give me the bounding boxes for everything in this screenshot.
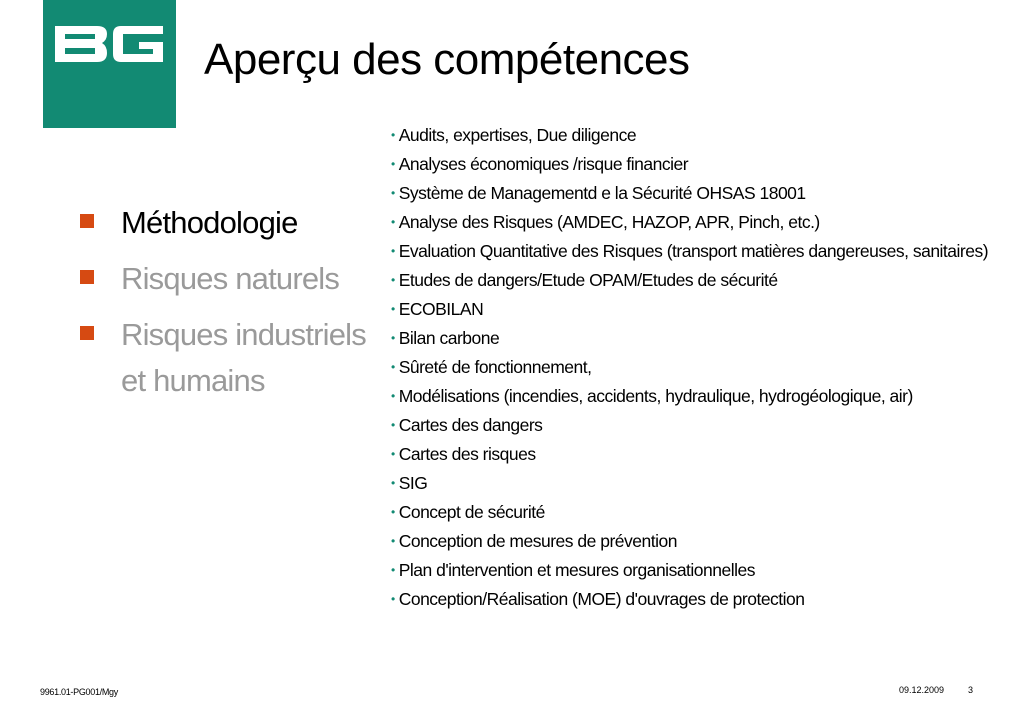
bullet-icon: • <box>391 505 395 519</box>
list-item <box>391 411 1023 440</box>
list-item <box>391 208 1023 237</box>
section-item-methodologie[interactable] <box>80 200 380 246</box>
section-item-risques-naturels[interactable] <box>80 256 380 302</box>
section-item-label: Méthodologie <box>121 205 298 240</box>
square-bullet-icon <box>80 214 94 228</box>
section-item-risques-industriels[interactable] <box>80 312 391 404</box>
list-item <box>391 440 1023 469</box>
section-item-label: Risques naturels <box>121 261 340 296</box>
list-item <box>391 266 1023 295</box>
bullet-icon: • <box>391 447 395 461</box>
bullet-icon: • <box>391 331 395 345</box>
bullet-icon: • <box>391 418 395 432</box>
list-item <box>391 527 1023 556</box>
list-item <box>391 498 1023 527</box>
list-item-text: Plan d'intervention et mesures organisationnelles <box>398 560 755 580</box>
list-item <box>391 469 1023 498</box>
list-item-text: Evaluation Quantitative des Risques (transport matières dangereuses, sanitaires) <box>398 241 989 261</box>
bullet-icon: • <box>391 592 395 606</box>
bullet-icon: • <box>391 563 395 577</box>
bullet-icon: • <box>391 360 395 374</box>
bullet-icon: • <box>391 389 395 403</box>
list-item-text: Cartes des risques <box>398 444 536 464</box>
competences-list <box>391 121 1023 614</box>
list-item <box>391 324 1023 353</box>
footer-date: 09.12.2009 <box>899 685 945 695</box>
page-title: Aperçu des compétences <box>204 35 690 84</box>
list-item <box>391 237 1023 266</box>
list-item-text: Conception de mesures de prévention <box>398 531 677 551</box>
bullet-icon: • <box>391 476 395 490</box>
bg-logo-mark <box>53 24 166 64</box>
list-item <box>391 585 1023 614</box>
list-item-text: Concept de sécurité <box>398 502 545 522</box>
list-item <box>391 121 1023 150</box>
bullet-icon: • <box>391 215 395 229</box>
list-item-text: SIG <box>398 473 428 493</box>
square-bullet-icon <box>80 326 94 340</box>
bullet-icon: • <box>391 534 395 548</box>
list-item-text: Audits, expertises, Due diligence <box>398 125 637 145</box>
bullet-icon: • <box>391 186 395 200</box>
bg-logo <box>43 0 176 128</box>
square-bullet-icon <box>80 270 94 284</box>
list-item-text: Analyses économiques /risque financier <box>398 154 689 174</box>
list-item <box>391 150 1023 179</box>
list-item-text: Modélisations (incendies, accidents, hydraulique, hydrogéologique, air) <box>398 386 913 406</box>
list-item <box>391 179 1023 208</box>
page-number: 3 <box>968 685 974 695</box>
bullet-icon: • <box>391 244 395 258</box>
list-item-text: Analyse des Risques (AMDEC, HAZOP, APR, Pinch, etc.) <box>398 212 820 232</box>
list-item <box>391 353 1023 382</box>
list-item-text: Système de Managementd e la Sécurité OHSAS 18001 <box>398 183 806 203</box>
section-item-label: Risques industriels et humains <box>121 317 366 398</box>
list-item <box>391 556 1023 585</box>
bullet-icon: • <box>391 128 395 142</box>
list-item <box>391 382 1023 411</box>
section-menu <box>80 200 380 404</box>
list-item-text: Sûreté de fonctionnement, <box>398 357 592 377</box>
list-item-text: ECOBILAN <box>398 299 484 319</box>
bullet-icon: • <box>391 273 395 287</box>
list-item-text: Conception/Réalisation (MOE) d'ouvrages de protection <box>398 589 805 609</box>
list-item <box>391 295 1023 324</box>
bullet-icon: • <box>391 157 395 171</box>
list-item-text: Cartes des dangers <box>398 415 543 435</box>
list-item-text: Bilan carbone <box>398 328 500 348</box>
footer-reference: 9961.01-PG001/Mgy <box>40 687 118 697</box>
list-item-text: Etudes de dangers/Etude OPAM/Etudes de sécurité <box>398 270 778 290</box>
bullet-icon: • <box>391 302 395 316</box>
